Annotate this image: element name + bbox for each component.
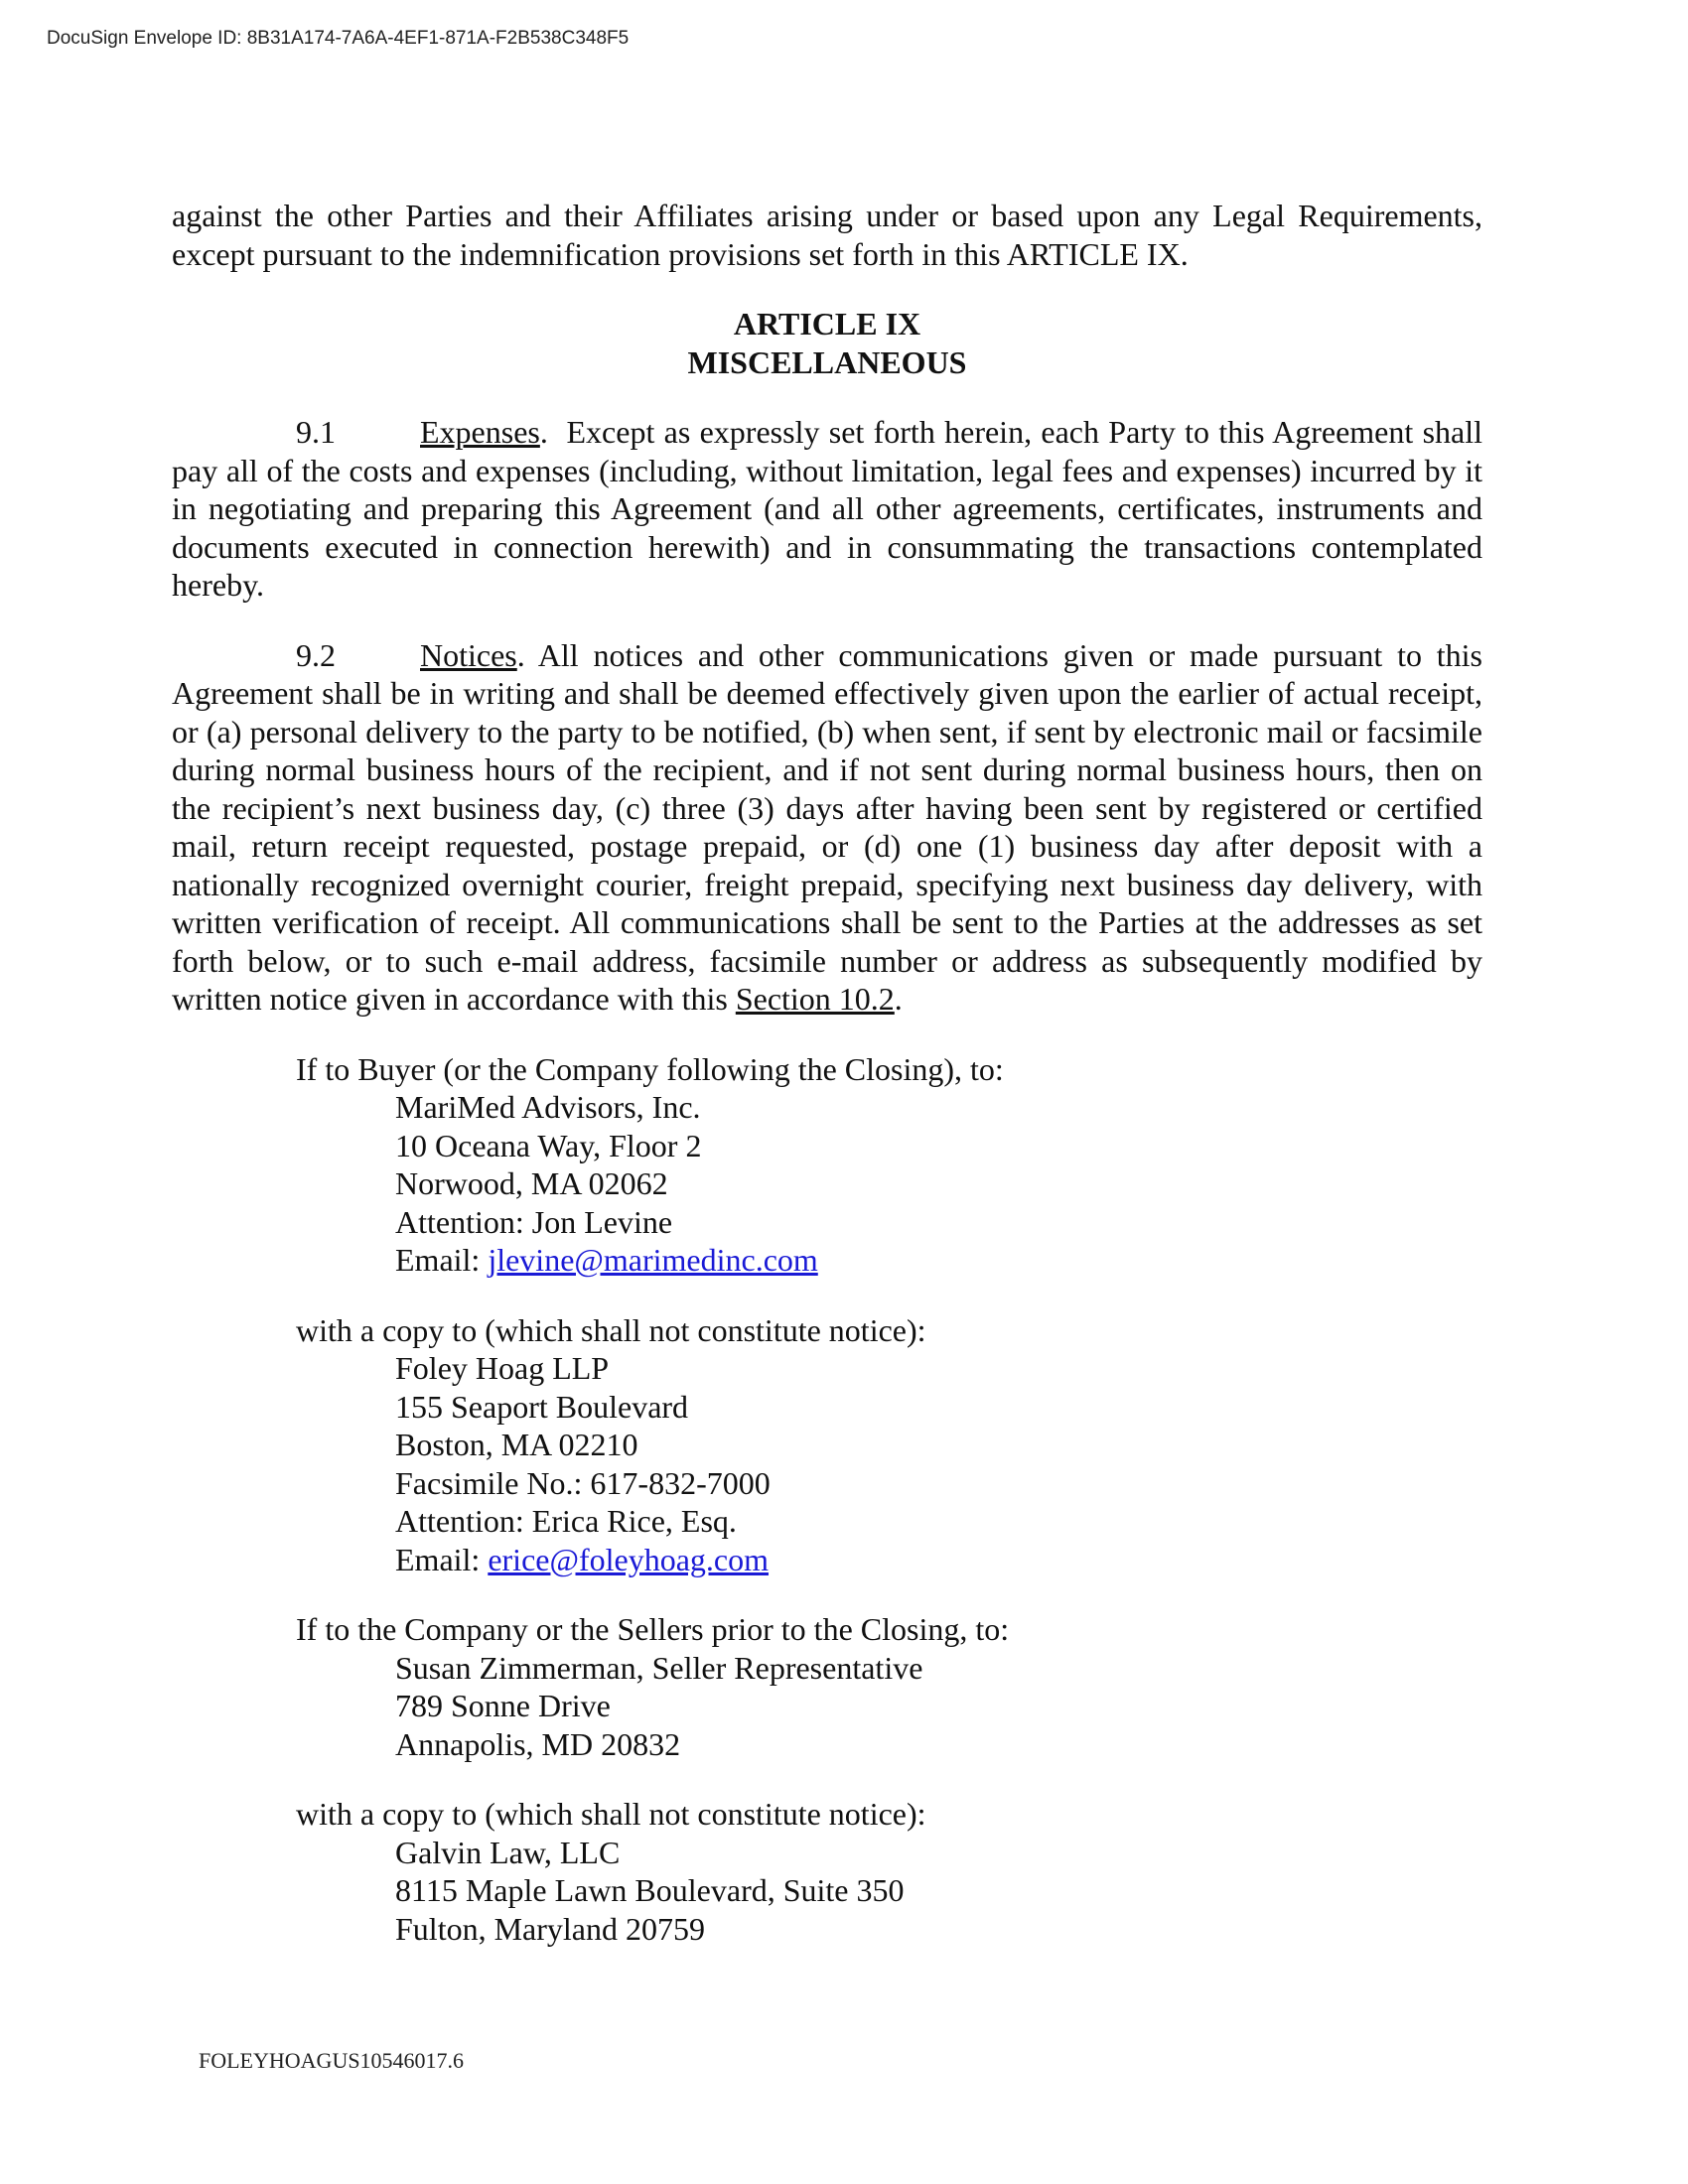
section-title-punct: . [539, 414, 548, 450]
address-line: Norwood, MA 02062 [395, 1165, 668, 1201]
address-line: Fulton, Maryland 20759 [395, 1910, 705, 1947]
address-line: Attention: Erica Rice, Esq. [395, 1503, 737, 1539]
email-label: Email: [395, 1242, 489, 1278]
address-line: 155 Seaport Boulevard [395, 1388, 689, 1425]
notice-buyer [296, 1050, 1482, 1280]
address-line: MariMed Advisors, Inc. [395, 1089, 701, 1125]
document-body [172, 197, 1482, 1948]
section-title: Notices [420, 636, 517, 673]
email-link[interactable]: erice@foleyhoag.com [488, 1541, 769, 1577]
address-line: 10 Oceana Way, Floor 2 [395, 1127, 702, 1163]
address-line: 8115 Maple Lawn Boulevard, Suite 350 [395, 1872, 905, 1908]
section-number: 9.2 [296, 636, 336, 673]
docusign-envelope-id: DocuSign Envelope ID: 8B31A174-7A6A-4EF1-871A-F2B538C348F5 [47, 28, 630, 49]
address-line: Boston, MA 02210 [395, 1427, 638, 1462]
email-line [296, 1541, 1482, 1579]
notice-intro: If to Buyer (or the Company following the Closing), to: [296, 1050, 1004, 1087]
address-line: Galvin Law, LLC [395, 1834, 621, 1870]
email-line [296, 1241, 1482, 1280]
section-reference: Section 10.2 [735, 981, 895, 1017]
notice-intro: with a copy to (which shall not constitute notice): [296, 1311, 926, 1348]
section-title: Expenses [420, 414, 540, 450]
address-line: Susan Zimmerman, Seller Representative [395, 1649, 923, 1686]
address-line: Annapolis, MD 20832 [395, 1725, 681, 1762]
section-title-punct: . [516, 636, 525, 673]
article-title: MISCELLANEOUS [687, 343, 967, 380]
section-9-1 [172, 413, 1482, 605]
notice-sellers-copy [296, 1795, 1482, 1948]
article-number: ARTICLE IX [733, 306, 921, 341]
section-text: All notices and other communications given or made pursuant to this Agreement shall be in writing and shall be deemed effectively given upon the earlier of actual receipt, or (a) personal delivery to the party to be notified, (b) when sent, if sent by electronic mail or facsimile during normal business hours of the recipient, and if not sent during normal business hours, then on the recipient’s next business day, (c) three (3) days after having been sent by registered or certified mail, return receipt requested, postage prepaid, or (d) one (1) business day after deposit with a nationally recognized overnight courier, freight prepaid, specifying next business day delivery, with written verification of receipt. All communications shall be sent to the Parties at the addresses as set forth below, or to such e-mail address, facsimile number or address as subsequently modified by written notice given in accordance with this [172, 636, 1483, 1017]
intro-paragraph: against the other Parties and their Affiliates arising under or based upon any Legal Requirements, except pursuant to the indemnification provisions set forth in this ARTICLE IX. [172, 198, 1482, 272]
article-heading [172, 305, 1482, 381]
email-label: Email: [395, 1541, 489, 1577]
section-reference-punct: . [894, 981, 903, 1017]
section-text: Except as expressly set forth herein, each Party to this Agreement shall pay all of the costs and expenses (including, without limitation, legal fees and expenses) incurred by it in negotiating and preparing this Agreement (and all other agreements, certificates, instruments and documents executed in connection herewith) and in consummating the transactions contemplated hereby. [172, 414, 1483, 603]
footer-document-id: FOLEYHOAGUS10546017.6 [199, 2048, 465, 2073]
notice-intro: with a copy to (which shall not constitute notice): [296, 1796, 926, 1832]
address-line: 789 Sonne Drive [395, 1688, 611, 1723]
section-9-2 [172, 636, 1482, 1019]
notice-buyer-copy [296, 1311, 1482, 1579]
address-line: Facsimile No.: 617-832-7000 [395, 1464, 771, 1501]
notice-sellers [296, 1610, 1482, 1763]
address-line: Attention: Jon Levine [395, 1203, 673, 1240]
notice-intro: If to the Company or the Sellers prior to the Closing, to: [296, 1611, 1010, 1647]
section-number: 9.1 [296, 414, 336, 450]
address-line: Foley Hoag LLP [395, 1350, 610, 1386]
email-link[interactable]: jlevine@marimedinc.com [488, 1242, 818, 1278]
